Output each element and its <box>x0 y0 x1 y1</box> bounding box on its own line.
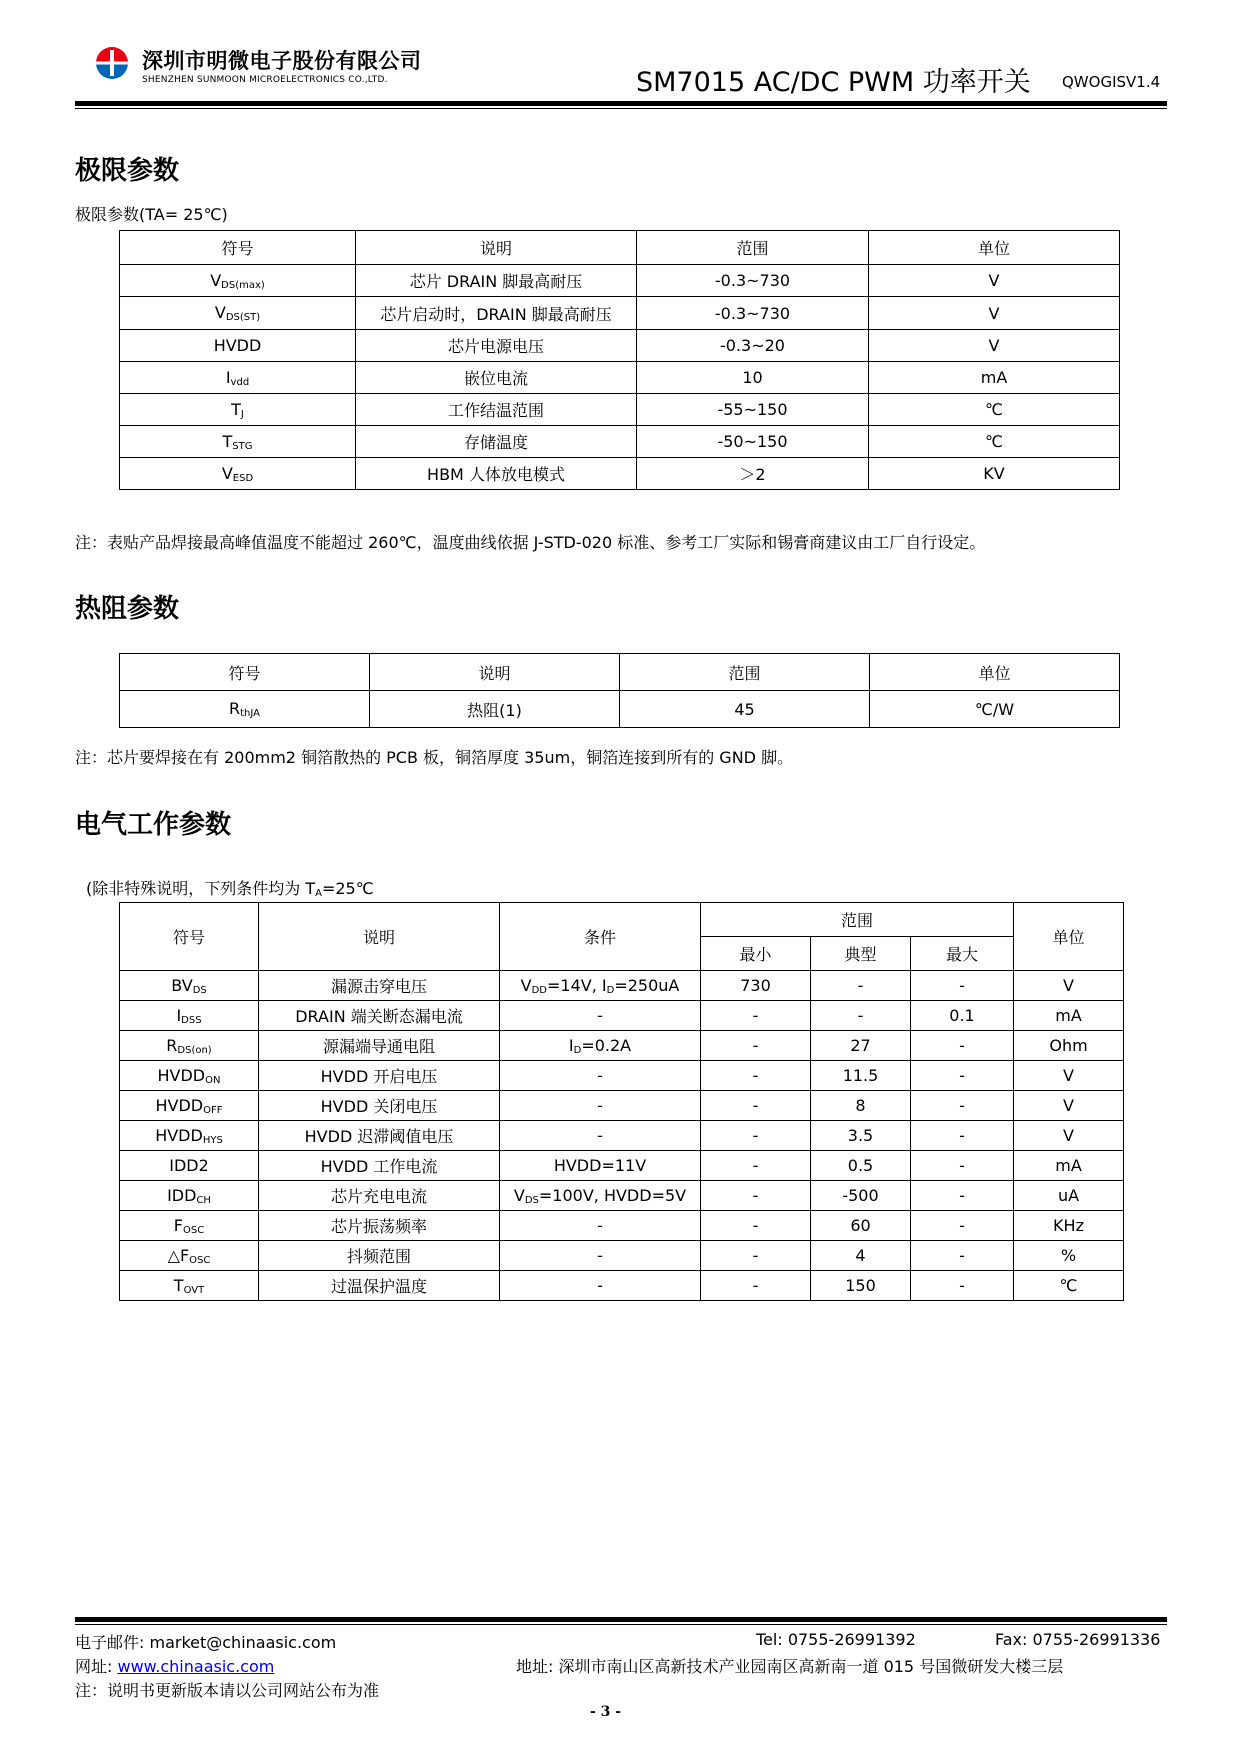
typ-cell: 8 <box>811 1091 911 1121</box>
symbol-subscript: OVT <box>183 1284 205 1296</box>
description-cell: 芯片振荡频率 <box>259 1211 500 1241</box>
min-cell: - <box>701 1241 811 1271</box>
min-cell: - <box>701 1181 811 1211</box>
typ-cell: - <box>811 1001 911 1031</box>
max-cell: - <box>911 1121 1014 1151</box>
symbol-cell <box>120 265 356 297</box>
condition-cell <box>500 1031 701 1061</box>
condition-part: I <box>568 1035 574 1055</box>
column-header: 最大 <box>911 937 1014 971</box>
condition-part: =100V, HVDD=5V <box>538 1185 687 1205</box>
table-row <box>120 1121 1124 1151</box>
column-header: 范围 <box>637 231 869 265</box>
symbol-cell <box>120 330 356 362</box>
condition-cell: - <box>500 1241 701 1271</box>
column-header: 符号 <box>120 654 370 691</box>
symbol-text: R <box>229 699 241 718</box>
condition-part: =250uA <box>614 975 680 995</box>
unit-cell: V <box>869 330 1120 362</box>
typ-cell: 4 <box>811 1241 911 1271</box>
table-row <box>120 458 1120 490</box>
unit-cell: V <box>869 297 1120 330</box>
range-cell: -0.3~20 <box>637 330 869 362</box>
symbol-subscript: ESD <box>232 472 254 484</box>
symbol-subscript: HYS <box>202 1134 223 1146</box>
condition-cell: HVDD=11V <box>500 1151 701 1181</box>
document-version: QWOGISV1.4 <box>1062 73 1161 91</box>
symbol-cell <box>120 691 370 728</box>
condition-cell: - <box>500 1001 701 1031</box>
footer-tel: Tel: 0755-26991392 <box>756 1630 916 1649</box>
description-cell: 嵌位电流 <box>356 362 637 394</box>
symbol-subscript: DS <box>192 984 207 996</box>
description-cell: 芯片电源电压 <box>356 330 637 362</box>
unit-cell: ℃/W <box>870 691 1120 728</box>
condition-cell <box>500 1181 701 1211</box>
table-row <box>120 362 1120 394</box>
table-row <box>120 330 1120 362</box>
unit-cell: Ohm <box>1014 1031 1124 1061</box>
max-cell: - <box>911 1091 1014 1121</box>
thermal-heading: 热阻参数 <box>75 594 180 624</box>
thermal-table <box>119 653 1120 728</box>
unit-cell: uA <box>1014 1181 1124 1211</box>
symbol-text: R <box>166 1035 178 1055</box>
company-name-cn: 深圳市明微电子股份有限公司 <box>142 49 422 73</box>
condition-cell: - <box>500 1091 701 1121</box>
description-cell: 芯片启动时，DRAIN 脚最高耐压 <box>356 297 637 330</box>
limits-table <box>119 230 1120 490</box>
typ-cell: - <box>811 971 911 1001</box>
footer-website: 网址: www.chinaasic.com <box>75 1657 275 1676</box>
column-header: 最小 <box>701 937 811 971</box>
unit-cell: ℃ <box>1014 1271 1124 1301</box>
condition-part: DD <box>531 984 547 996</box>
typ-cell: 60 <box>811 1211 911 1241</box>
footer-email: 电子邮件: market@chinaasic.com <box>75 1633 337 1652</box>
max-cell: - <box>911 1181 1014 1211</box>
description-cell: HBM 人体放电模式 <box>356 458 637 490</box>
symbol-subscript: CH <box>196 1194 211 1206</box>
unit-cell: % <box>1014 1241 1124 1271</box>
symbol-cell <box>120 1181 259 1211</box>
table-row <box>120 1211 1124 1241</box>
unit-cell: mA <box>1014 1001 1124 1031</box>
min-cell: - <box>701 1061 811 1091</box>
symbol-subscript: DS(on) <box>177 1044 212 1056</box>
symbol-subscript: thJA <box>240 708 260 719</box>
symbol-cell <box>120 394 356 426</box>
header-rule-thin <box>75 108 1167 109</box>
symbol-text: F <box>173 1215 183 1235</box>
electrical-heading: 电气工作参数 <box>75 810 232 840</box>
symbol-text: I <box>176 1005 182 1025</box>
description-cell: 过温保护温度 <box>259 1271 500 1301</box>
condition-part: D <box>573 1044 582 1056</box>
symbol-subscript: ON <box>205 1074 221 1086</box>
unit-cell: V <box>1014 1091 1124 1121</box>
symbol-subscript: J <box>240 408 244 420</box>
min-cell: 730 <box>701 971 811 1001</box>
symbol-cell <box>120 426 356 458</box>
symbol-text: HVDD <box>157 1065 206 1085</box>
symbol-text: △F <box>167 1245 190 1265</box>
column-header: 说明 <box>370 654 620 691</box>
symbol-text: HVDD <box>213 336 262 355</box>
typ-cell: 11.5 <box>811 1061 911 1091</box>
symbol-cell <box>120 297 356 330</box>
typ-cell: 0.5 <box>811 1151 911 1181</box>
table-row <box>120 1061 1124 1091</box>
table-row <box>120 1271 1124 1301</box>
min-cell: - <box>701 1091 811 1121</box>
unit-cell: V <box>1014 971 1124 1001</box>
table-row <box>120 394 1120 426</box>
table-row <box>120 1181 1124 1211</box>
min-cell: - <box>701 1121 811 1151</box>
company-name-en: SHENZHEN SUNMOON MICROELECTRONICS CO.,LTD. <box>142 75 388 85</box>
symbol-cell <box>120 1001 259 1031</box>
unit-cell: mA <box>869 362 1120 394</box>
min-cell: - <box>701 1151 811 1181</box>
condition-part: DS <box>524 1194 539 1206</box>
typ-cell: 150 <box>811 1271 911 1301</box>
range-cell: ＞2 <box>637 458 869 490</box>
condition-part: =14V, I <box>547 975 607 995</box>
symbol-text: IDD <box>167 1185 197 1205</box>
column-header: 范围 <box>701 903 1014 937</box>
unit-cell: V <box>869 265 1120 297</box>
footer-fax: Fax: 0755-26991336 <box>995 1630 1161 1649</box>
symbol-cell <box>120 1061 259 1091</box>
symbol-cell <box>120 362 356 394</box>
condition-part: =0.2A <box>581 1035 632 1055</box>
symbol-text: T <box>173 1275 184 1295</box>
condition-part: V <box>520 975 532 995</box>
description-cell: 芯片 DRAIN 脚最高耐压 <box>356 265 637 297</box>
description-cell: 芯片充电电流 <box>259 1181 500 1211</box>
min-cell: - <box>701 1031 811 1061</box>
symbol-text: I <box>225 367 231 387</box>
condition-cell: - <box>500 1211 701 1241</box>
table-row <box>120 426 1120 458</box>
table-row <box>120 971 1124 1001</box>
description-cell: 热阻(1) <box>370 691 620 728</box>
max-cell: - <box>911 1211 1014 1241</box>
condition-part: V <box>513 1185 525 1205</box>
condition-cell: - <box>500 1121 701 1151</box>
symbol-cell <box>120 1151 259 1181</box>
column-header: 单位 <box>869 231 1120 265</box>
symbol-cell <box>120 1241 259 1271</box>
symbol-cell <box>120 1091 259 1121</box>
typ-cell: 3.5 <box>811 1121 911 1151</box>
symbol-cell <box>120 1271 259 1301</box>
symbol-cell <box>120 458 356 490</box>
limits-caption: 极限参数(TA= 25℃) <box>75 205 228 224</box>
symbol-subscript: OFF <box>203 1104 223 1116</box>
symbol-text: V <box>210 270 222 290</box>
document-title: SM7015 AC/DC PWM 功率开关 <box>636 67 1031 98</box>
description-cell: 漏源击穿电压 <box>259 971 500 1001</box>
symbol-cell <box>120 971 259 1001</box>
description-cell: HVDD 关闭电压 <box>259 1091 500 1121</box>
table-row <box>120 691 1120 728</box>
footer-rule <box>75 1617 1167 1622</box>
column-header: 典型 <box>811 937 911 971</box>
unit-cell: mA <box>1014 1151 1124 1181</box>
symbol-cell <box>120 1031 259 1061</box>
symbol-subscript: DS(ST) <box>225 312 261 323</box>
electrical-table <box>119 902 1124 1301</box>
table-row <box>120 1241 1124 1271</box>
limits-heading: 极限参数 <box>75 156 180 186</box>
range-cell: -55~150 <box>637 394 869 426</box>
symbol-subscript: OSC <box>189 1254 211 1266</box>
column-header: 符号 <box>120 231 356 265</box>
condition-cell: - <box>500 1271 701 1301</box>
footer-note: 注：说明书更新版本请以公司网站公布为准 <box>75 1681 380 1700</box>
thermal-note: 注：芯片要焊接在有 200mm2 铜箔散热的 PCB 板，铜箔厚度 35um，铜箔连接到所有的 GND 脚。 <box>75 748 794 767</box>
description-cell: HVDD 工作电流 <box>259 1151 500 1181</box>
header-rule <box>75 101 1167 106</box>
column-header: 说明 <box>356 231 637 265</box>
range-cell: -50~150 <box>637 426 869 458</box>
min-cell: - <box>701 1211 811 1241</box>
description-cell: 抖频范围 <box>259 1241 500 1271</box>
table-row <box>120 1001 1124 1031</box>
symbol-text: T <box>222 431 233 451</box>
symbol-subscript: STG <box>232 440 253 452</box>
symbol-text: BV <box>171 975 193 995</box>
footer-address: 地址: 深圳市南山区高新技术产业园南区高新南一道 015 号国微研发大楼三层 <box>516 1657 1064 1676</box>
column-header: 条件 <box>500 903 701 971</box>
symbol-text: T <box>231 399 241 419</box>
company-logo-icon <box>95 46 129 80</box>
symbol-text: HVDD <box>155 1125 203 1145</box>
condition-cell: - <box>500 1061 701 1091</box>
unit-cell: V <box>1014 1121 1124 1151</box>
range-cell: 45 <box>620 691 870 728</box>
max-cell: - <box>911 1241 1014 1271</box>
symbol-text: V <box>214 303 226 322</box>
description-cell: DRAIN 端关断态漏电流 <box>259 1001 500 1031</box>
symbol-text: HVDD <box>155 1095 204 1115</box>
symbol-text: V <box>221 463 233 483</box>
electrical-caption: (除非特殊说明，下列条件均为 $T_A=25℃$ <box>86 879 374 899</box>
unit-cell: KV <box>869 458 1120 490</box>
column-header: 范围 <box>620 654 870 691</box>
range-cell: -0.3~730 <box>637 297 869 330</box>
max-cell: - <box>911 1031 1014 1061</box>
range-cell: -0.3~730 <box>637 265 869 297</box>
unit-cell: ℃ <box>869 394 1120 426</box>
unit-cell: V <box>1014 1061 1124 1091</box>
symbol-cell <box>120 1121 259 1151</box>
symbol-cell <box>120 1211 259 1241</box>
min-cell: - <box>701 1271 811 1301</box>
description-cell: 存储温度 <box>356 426 637 458</box>
typ-cell: -500 <box>811 1181 911 1211</box>
min-cell: - <box>701 1001 811 1031</box>
condition-part: D <box>606 984 615 996</box>
max-cell: - <box>911 971 1014 1001</box>
symbol-subscript: vdd <box>230 376 250 388</box>
symbol-subscript: DSS <box>181 1014 202 1026</box>
condition-cell <box>500 971 701 1001</box>
column-header: 符号 <box>120 903 259 971</box>
table-row <box>120 1151 1124 1181</box>
unit-cell: KHz <box>1014 1211 1124 1241</box>
column-header: 单位 <box>870 654 1120 691</box>
max-cell: - <box>911 1151 1014 1181</box>
description-cell: 源漏端导通电阻 <box>259 1031 500 1061</box>
range-cell: 10 <box>637 362 869 394</box>
max-cell: - <box>911 1271 1014 1301</box>
table-row <box>120 1031 1124 1061</box>
column-header: 说明 <box>259 903 500 971</box>
table-row <box>120 297 1120 330</box>
page-number: - 3 - <box>590 1704 622 1720</box>
column-header: 单位 <box>1014 903 1124 971</box>
description-cell: 工作结温范围 <box>356 394 637 426</box>
footer-rule-thin <box>75 1624 1167 1625</box>
table-row <box>120 1091 1124 1121</box>
description-cell: HVDD 开启电压 <box>259 1061 500 1091</box>
table-row <box>120 265 1120 297</box>
symbol-subscript: DS(max) <box>221 279 265 291</box>
description-cell: HVDD 迟滞阈值电压 <box>259 1121 500 1151</box>
max-cell: 0.1 <box>911 1001 1014 1031</box>
website-link[interactable]: www.chinaasic.com <box>117 1657 275 1676</box>
symbol-text: IDD2 <box>169 1156 209 1175</box>
symbol-subscript: OSC <box>183 1224 205 1236</box>
limits-note: 注：表贴产品焊接最高峰值温度不能超过 260℃，温度曲线依据 J-STD-020 标准、参考工厂实际和锡膏商建议由工厂自行设定。 <box>75 533 986 552</box>
typ-cell: 27 <box>811 1031 911 1061</box>
max-cell: - <box>911 1061 1014 1091</box>
unit-cell: ℃ <box>869 426 1120 458</box>
